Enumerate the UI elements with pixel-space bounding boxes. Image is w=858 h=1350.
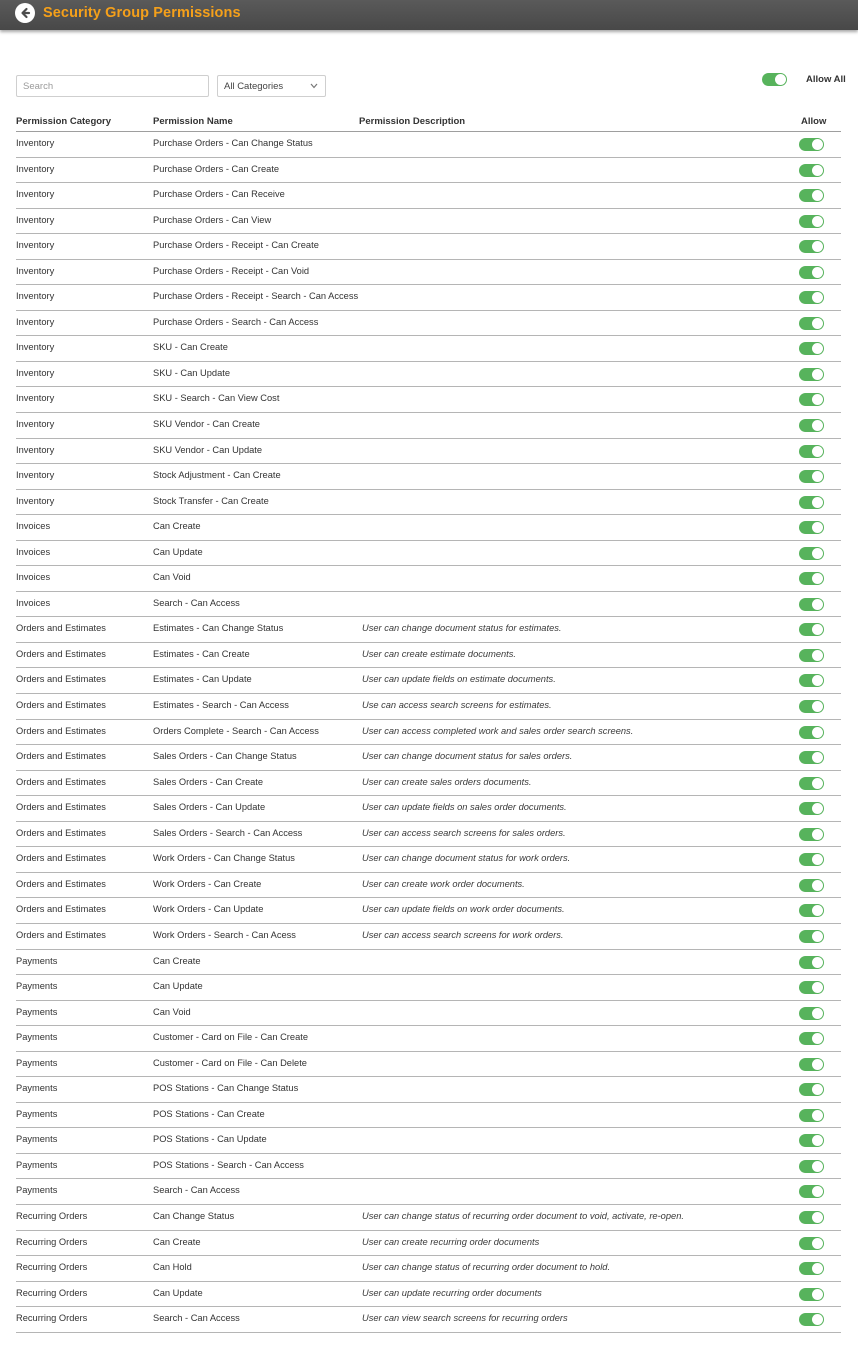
permission-category: Payments xyxy=(16,1134,58,1145)
permission-category: Payments xyxy=(16,1032,58,1043)
allow-toggle[interactable] xyxy=(799,1185,824,1200)
permission-category: Invoices xyxy=(16,572,51,583)
permission-category: Inventory xyxy=(16,342,55,353)
table-row xyxy=(16,362,841,388)
toggle-switch[interactable] xyxy=(762,73,787,86)
permission-name: Purchase Orders - Can Change Status xyxy=(153,138,313,148)
table-row xyxy=(16,745,841,771)
permission-name: Work Orders - Can Create xyxy=(153,878,262,889)
toggle-switch[interactable] xyxy=(799,1237,824,1250)
table-row xyxy=(16,898,841,924)
allow-toggle[interactable] xyxy=(799,547,824,562)
permission-name: Sales Orders - Can Change Status xyxy=(153,751,297,762)
permission-name: Estimates - Can Change Status xyxy=(153,623,284,634)
allow-toggle[interactable] xyxy=(799,393,824,408)
allow-toggle[interactable] xyxy=(799,853,824,868)
table-row xyxy=(16,1052,841,1078)
permission-name: Can Update xyxy=(153,1287,203,1298)
table-row xyxy=(16,1103,841,1129)
table-row xyxy=(16,158,841,184)
permission-name: Can Create xyxy=(153,1236,201,1247)
permission-name: Estimates - Can Update xyxy=(153,674,252,685)
permission-name: SKU - Search - Can View Cost xyxy=(153,393,280,404)
table-row xyxy=(16,592,841,618)
allow-toggle[interactable] xyxy=(799,751,824,766)
permission-name: Sales Orders - Can Update xyxy=(153,802,266,813)
permission-category: Orders and Estimates xyxy=(16,827,106,838)
toggle-switch[interactable] xyxy=(799,521,824,534)
permission-category: Invoices xyxy=(16,546,51,557)
permission-category: Invoices xyxy=(16,597,51,608)
toggle-switch[interactable] xyxy=(799,572,824,585)
permission-name: Can Void xyxy=(153,572,191,583)
toggle-switch[interactable] xyxy=(799,419,824,432)
table-row xyxy=(16,183,841,209)
permission-category: Payments xyxy=(16,1083,58,1094)
toggle-switch[interactable] xyxy=(799,956,824,969)
allow-toggle[interactable] xyxy=(799,291,824,306)
table-row xyxy=(16,541,841,567)
permission-category: Orders and Estimates xyxy=(16,700,106,711)
allow-toggle[interactable] xyxy=(799,1058,824,1073)
table-row xyxy=(16,975,841,1001)
toggle-switch[interactable] xyxy=(799,1288,824,1301)
allow-toggle[interactable] xyxy=(799,956,824,971)
allow-toggle[interactable] xyxy=(799,368,824,383)
allow-toggle[interactable] xyxy=(799,649,824,664)
table-row xyxy=(16,387,841,413)
category-dropdown[interactable] xyxy=(217,75,326,97)
permission-name: Purchase Orders - Can View xyxy=(153,214,272,225)
permission-category: Recurring Orders xyxy=(16,1262,88,1273)
allow-toggle[interactable] xyxy=(799,1109,824,1124)
toggle-switch[interactable] xyxy=(799,547,824,560)
permission-name: Search - Can Access xyxy=(153,1313,240,1324)
toggle-switch[interactable] xyxy=(799,317,824,330)
toggle-switch[interactable] xyxy=(799,726,824,739)
permission-category: Inventory xyxy=(16,470,55,481)
allow-toggle[interactable] xyxy=(799,419,824,434)
column-header-description[interactable]: Permission Description xyxy=(359,116,466,127)
permission-description: User can create sales orders documents. xyxy=(362,776,532,787)
toggle-switch[interactable] xyxy=(799,649,824,662)
toggle-switch[interactable] xyxy=(799,368,824,381)
category-dropdown-value: All Categories xyxy=(224,81,284,92)
toggle-switch[interactable] xyxy=(799,1211,824,1224)
toggle-switch[interactable] xyxy=(799,291,824,304)
toggle-switch[interactable] xyxy=(799,1185,824,1198)
table-row xyxy=(16,1307,841,1333)
table-row xyxy=(16,515,841,541)
toggle-switch[interactable] xyxy=(799,700,824,713)
toggle-switch[interactable] xyxy=(799,1262,824,1275)
permission-name: Stock Transfer - Can Create xyxy=(153,495,269,506)
permission-name: Purchase Orders - Receipt - Can Void xyxy=(153,265,310,276)
allow-toggle[interactable] xyxy=(799,1007,824,1022)
table-row xyxy=(16,311,841,337)
permission-description: User can create work order documents. xyxy=(362,878,525,889)
toggle-switch[interactable] xyxy=(799,266,824,279)
permission-category: Orders and Estimates xyxy=(16,878,106,889)
allow-toggle[interactable] xyxy=(799,1032,824,1047)
toggle-switch[interactable] xyxy=(799,1160,824,1173)
permission-category: Payments xyxy=(16,981,58,992)
permission-description: User can change document status for sales orders. xyxy=(362,751,573,762)
toggle-switch[interactable] xyxy=(799,904,824,917)
permission-name: Purchase Orders - Search - Can Access xyxy=(153,316,319,327)
table-row xyxy=(16,439,841,465)
allow-toggle[interactable] xyxy=(799,981,824,996)
permission-description: User can update recurring order documents xyxy=(362,1287,542,1298)
allow-toggle[interactable] xyxy=(799,777,824,792)
permission-category: Recurring Orders xyxy=(16,1313,88,1324)
permission-name: POS Stations - Can Create xyxy=(153,1108,265,1119)
permission-description: User can change status of recurring order document to hold. xyxy=(362,1262,611,1273)
permission-category: Inventory xyxy=(16,367,55,378)
table-row xyxy=(16,285,841,311)
allow-toggle[interactable] xyxy=(799,266,824,281)
permission-category: Payments xyxy=(16,955,58,966)
table-row xyxy=(16,1256,841,1282)
permission-category: Orders and Estimates xyxy=(16,725,106,736)
back-arrow-circle-icon[interactable] xyxy=(15,3,35,23)
permission-name: Purchase Orders - Receipt - Can Create xyxy=(153,240,319,251)
table-row xyxy=(16,566,841,592)
permission-category: Payments xyxy=(16,1006,58,1017)
allow-toggle[interactable] xyxy=(799,802,824,817)
column-header-name[interactable]: Permission Name xyxy=(153,116,233,127)
permission-name: Can Update xyxy=(153,546,203,557)
table-header xyxy=(16,114,841,132)
allow-toggle[interactable] xyxy=(799,700,824,715)
toggle-switch[interactable] xyxy=(799,1313,824,1326)
table-row xyxy=(16,209,841,235)
table-row xyxy=(16,694,841,720)
permission-name: POS Stations - Search - Can Access xyxy=(153,1159,304,1170)
allow-toggle[interactable] xyxy=(799,138,824,153)
toggle-switch[interactable] xyxy=(799,777,824,790)
page-title: Security Group Permissions xyxy=(43,5,241,21)
permission-category: Inventory xyxy=(16,189,55,200)
toggle-switch[interactable] xyxy=(799,342,824,355)
permission-name: Estimates - Can Create xyxy=(153,648,250,659)
permission-description: User can access search screens for sales orders. xyxy=(362,827,566,838)
table-row xyxy=(16,924,841,950)
allow-toggle[interactable] xyxy=(799,879,824,894)
toggle-switch[interactable] xyxy=(799,1134,824,1147)
permission-description: User can change document status for estimates. xyxy=(362,623,562,634)
allow-toggle[interactable] xyxy=(799,215,824,230)
toggle-switch[interactable] xyxy=(799,1083,824,1096)
permission-category: Payments xyxy=(16,1159,58,1170)
toggle-switch[interactable] xyxy=(799,1032,824,1045)
permission-category: Inventory xyxy=(16,316,55,327)
toggle-switch[interactable] xyxy=(799,802,824,815)
allow-toggle[interactable] xyxy=(799,1288,824,1303)
permission-category: Inventory xyxy=(16,163,55,174)
table-row xyxy=(16,1205,841,1231)
table-row xyxy=(16,260,841,286)
table-row xyxy=(16,234,841,260)
header-bar xyxy=(0,0,858,30)
permission-name: Can Create xyxy=(153,955,201,966)
permission-category: Orders and Estimates xyxy=(16,751,106,762)
permission-description: User can access completed work and sales order search screens. xyxy=(362,725,634,736)
permission-description: User can access search screens for work orders. xyxy=(362,929,564,940)
permission-name: SKU - Can Update xyxy=(153,367,230,378)
toggle-switch[interactable] xyxy=(799,189,824,202)
permission-category: Inventory xyxy=(16,214,55,225)
permission-category: Inventory xyxy=(16,291,55,302)
permission-name: Sales Orders - Search - Can Access xyxy=(153,827,303,838)
toggle-switch[interactable] xyxy=(799,623,824,636)
allow-toggle[interactable] xyxy=(799,1313,824,1328)
permission-category: Inventory xyxy=(16,419,55,430)
toggle-switch[interactable] xyxy=(799,751,824,764)
permission-name: POS Stations - Can Update xyxy=(153,1134,267,1145)
table-row xyxy=(16,1179,841,1205)
permission-name: Customer - Card on File - Can Delete xyxy=(153,1057,307,1068)
table-row xyxy=(16,617,841,643)
toggle-switch[interactable] xyxy=(799,164,824,177)
toggle-switch[interactable] xyxy=(799,1058,824,1071)
toggle-switch[interactable] xyxy=(799,879,824,892)
permission-category: Payments xyxy=(16,1057,58,1068)
permission-name: Can Void xyxy=(153,1006,191,1017)
toggle-switch[interactable] xyxy=(799,215,824,228)
toggle-switch[interactable] xyxy=(799,853,824,866)
toggle-switch[interactable] xyxy=(799,496,824,509)
toggle-switch[interactable] xyxy=(799,1109,824,1122)
allow-toggle[interactable] xyxy=(799,521,824,536)
permission-description: User can update fields on sales order documents. xyxy=(362,802,567,813)
table-row xyxy=(16,1231,841,1257)
table-row xyxy=(16,1026,841,1052)
permission-category: Recurring Orders xyxy=(16,1287,88,1298)
toggle-switch[interactable] xyxy=(799,981,824,994)
allow-all-toggle[interactable] xyxy=(762,73,787,91)
allow-toggle[interactable] xyxy=(799,164,824,179)
permission-name: Purchase Orders - Can Create xyxy=(153,163,280,174)
allow-toggle[interactable] xyxy=(799,1262,824,1277)
search-input[interactable] xyxy=(16,75,209,97)
table-row xyxy=(16,847,841,873)
allow-toggle[interactable] xyxy=(799,726,824,741)
allow-toggle[interactable] xyxy=(799,1083,824,1098)
permission-description: User can update fields on estimate documents. xyxy=(362,674,556,685)
table-row xyxy=(16,132,841,158)
allow-toggle[interactable] xyxy=(799,572,824,587)
permission-category: Orders and Estimates xyxy=(16,929,106,940)
permission-name: Work Orders - Can Change Status xyxy=(153,853,295,864)
toggle-switch[interactable] xyxy=(799,828,824,841)
permission-name: Can Hold xyxy=(153,1262,192,1273)
table-row xyxy=(16,668,841,694)
table-row xyxy=(16,464,841,490)
toggle-switch[interactable] xyxy=(799,240,824,253)
permission-category: Inventory xyxy=(16,444,55,455)
permission-description: User can create estimate documents. xyxy=(362,648,516,659)
column-header-category[interactable]: Permission Category xyxy=(16,116,112,127)
permission-category: Payments xyxy=(16,1108,58,1119)
permissions-table xyxy=(16,114,841,1333)
permission-name: SKU Vendor - Can Create xyxy=(153,419,260,430)
table-row xyxy=(16,1128,841,1154)
table-row xyxy=(16,822,841,848)
permission-category: Inventory xyxy=(16,495,55,506)
permission-category: Recurring Orders xyxy=(16,1236,88,1247)
table-row xyxy=(16,771,841,797)
permission-category: Orders and Estimates xyxy=(16,802,106,813)
permission-name: Work Orders - Search - Can Acess xyxy=(153,929,296,940)
permission-category: Inventory xyxy=(16,265,55,276)
toggle-switch[interactable] xyxy=(799,445,824,458)
permission-description: User can view search screens for recurring orders xyxy=(362,1313,568,1324)
column-header-allow[interactable]: Allow xyxy=(801,116,827,127)
allow-toggle[interactable] xyxy=(799,930,824,945)
allow-toggle[interactable] xyxy=(799,1211,824,1226)
allow-toggle[interactable] xyxy=(799,904,824,919)
permission-name: Stock Adjustment - Can Create xyxy=(153,470,281,481)
toggle-switch[interactable] xyxy=(799,393,824,406)
allow-toggle[interactable] xyxy=(799,317,824,332)
permission-category: Recurring Orders xyxy=(16,1210,88,1221)
allow-toggle[interactable] xyxy=(799,189,824,204)
permission-name: SKU Vendor - Can Update xyxy=(153,444,263,455)
toggle-switch[interactable] xyxy=(799,138,824,151)
permission-category: Payments xyxy=(16,1185,58,1196)
allow-toggle[interactable] xyxy=(799,445,824,460)
permission-name: SKU - Can Create xyxy=(153,342,228,353)
allow-toggle[interactable] xyxy=(799,342,824,357)
table-body xyxy=(16,132,841,1333)
permission-name: Search - Can Access xyxy=(153,1185,240,1196)
permission-name: Purchase Orders - Can Receive xyxy=(153,189,285,200)
permission-name: Orders Complete - Search - Can Access xyxy=(153,725,319,736)
toggle-switch[interactable] xyxy=(799,598,824,611)
permission-category: Inventory xyxy=(16,138,55,148)
allow-toggle[interactable] xyxy=(799,470,824,485)
permission-category: Orders and Estimates xyxy=(16,623,106,634)
permission-description: Use can access search screens for estimates. xyxy=(362,700,552,711)
permission-category: Orders and Estimates xyxy=(16,776,106,787)
table-row xyxy=(16,720,841,746)
allow-toggle[interactable] xyxy=(799,1134,824,1149)
permission-description: User can update fields on work order documents. xyxy=(362,904,565,915)
permission-name: Search - Can Access xyxy=(153,597,240,608)
permission-name: Can Create xyxy=(153,521,201,532)
permission-category: Orders and Estimates xyxy=(16,853,106,864)
permission-description: User can change status of recurring order document to void, activate, re-open. xyxy=(362,1210,684,1221)
table-row xyxy=(16,413,841,439)
table-row xyxy=(16,643,841,669)
permission-category: Inventory xyxy=(16,393,55,404)
chevron-down-icon xyxy=(310,83,318,89)
allow-toggle[interactable] xyxy=(799,674,824,689)
table-row xyxy=(16,1282,841,1308)
permission-category: Orders and Estimates xyxy=(16,674,106,685)
table-row xyxy=(16,796,841,822)
table-row xyxy=(16,950,841,976)
allow-toggle[interactable] xyxy=(799,1237,824,1252)
permission-category: Orders and Estimates xyxy=(16,904,106,915)
toggle-switch[interactable] xyxy=(799,1007,824,1020)
allow-toggle[interactable] xyxy=(799,623,824,638)
toggle-switch[interactable] xyxy=(799,674,824,687)
permission-name: POS Stations - Can Change Status xyxy=(153,1083,299,1094)
allow-toggle[interactable] xyxy=(799,496,824,511)
allow-toggle[interactable] xyxy=(799,828,824,843)
allow-all-label: Allow All xyxy=(806,74,846,85)
permission-name: Can Change Status xyxy=(153,1210,235,1221)
permission-description: User can change document status for work orders. xyxy=(362,853,571,864)
permission-description: User can create recurring order documents xyxy=(362,1236,540,1247)
permission-name: Purchase Orders - Receipt - Search - Can Access xyxy=(153,291,359,302)
table-row xyxy=(16,490,841,516)
allow-toggle[interactable] xyxy=(799,598,824,613)
permission-category: Orders and Estimates xyxy=(16,648,106,659)
table-row xyxy=(16,1077,841,1103)
permission-category: Invoices xyxy=(16,521,51,532)
allow-toggle[interactable] xyxy=(799,1160,824,1175)
toggle-switch[interactable] xyxy=(799,930,824,943)
permission-name: Estimates - Search - Can Access xyxy=(153,700,289,711)
allow-toggle[interactable] xyxy=(799,240,824,255)
table-row xyxy=(16,873,841,899)
table-row xyxy=(16,336,841,362)
table-row xyxy=(16,1154,841,1180)
permission-name: Sales Orders - Can Create xyxy=(153,776,264,787)
table-row xyxy=(16,1001,841,1027)
permission-name: Work Orders - Can Update xyxy=(153,904,264,915)
permission-name: Can Update xyxy=(153,981,203,992)
permission-category: Inventory xyxy=(16,240,55,251)
toggle-switch[interactable] xyxy=(799,470,824,483)
permission-name: Customer - Card on File - Can Create xyxy=(153,1032,309,1043)
